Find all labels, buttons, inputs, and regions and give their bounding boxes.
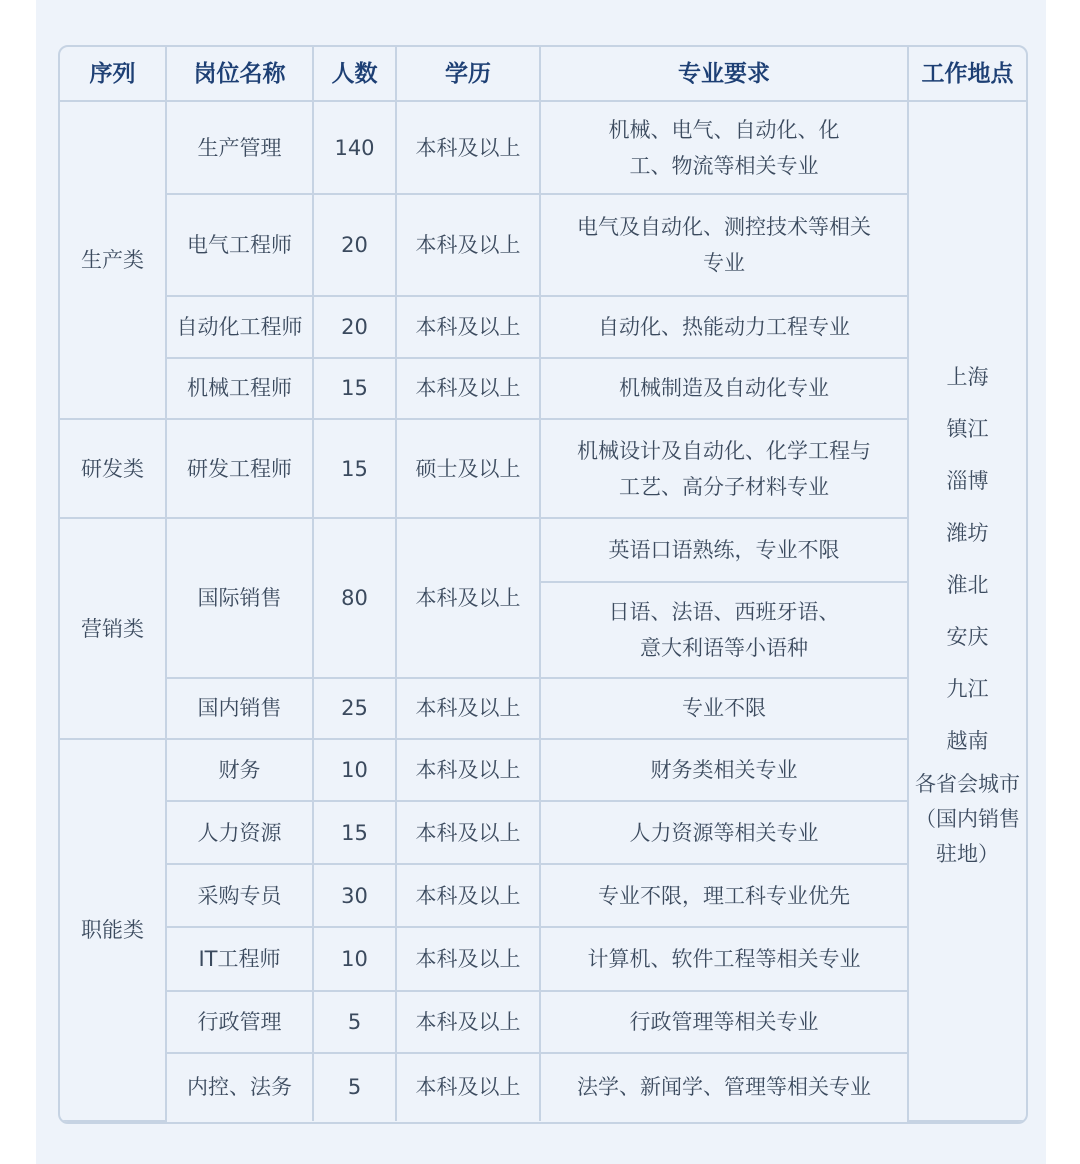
category-cell: 研发类 bbox=[60, 419, 166, 518]
position-cell: 生产管理 bbox=[166, 101, 313, 194]
major-cell: 行政管理等相关专业 bbox=[540, 991, 908, 1053]
major-cell: 专业不限 bbox=[540, 678, 908, 739]
table-row bbox=[60, 101, 1026, 194]
position-cell: 财务 bbox=[166, 739, 313, 801]
table-row bbox=[60, 927, 1026, 990]
education-cell: 本科及以上 bbox=[396, 801, 540, 864]
table-row bbox=[60, 801, 1026, 864]
recruitment-table bbox=[58, 45, 1028, 1124]
page-background bbox=[36, 0, 1046, 1164]
major-cell: 英语口语熟练，专业不限 bbox=[540, 518, 908, 582]
education-cell: 本科及以上 bbox=[396, 296, 540, 358]
position-cell: 机械工程师 bbox=[166, 358, 313, 419]
position-cell: 自动化工程师 bbox=[166, 296, 313, 358]
education-cell: 本科及以上 bbox=[396, 739, 540, 801]
count-cell: 15 bbox=[313, 358, 396, 419]
category-cell: 营销类 bbox=[60, 518, 166, 739]
education-cell: 本科及以上 bbox=[396, 864, 540, 927]
table-row bbox=[60, 419, 1026, 518]
header-category: 序列 bbox=[60, 47, 166, 101]
location-cell bbox=[908, 101, 1026, 1121]
count-cell: 15 bbox=[313, 801, 396, 864]
education-cell: 硕士及以上 bbox=[396, 419, 540, 518]
table-row bbox=[60, 678, 1026, 739]
position-cell: 国内销售 bbox=[166, 678, 313, 739]
location-item: 上海 bbox=[946, 364, 989, 389]
major-cell: 计算机、软件工程等相关专业 bbox=[540, 927, 908, 990]
header-row bbox=[60, 47, 1026, 101]
count-cell: 10 bbox=[313, 927, 396, 990]
table-row bbox=[60, 296, 1026, 358]
count-cell: 5 bbox=[313, 991, 396, 1053]
education-cell: 本科及以上 bbox=[396, 194, 540, 295]
position-cell: 研发工程师 bbox=[166, 419, 313, 518]
count-cell: 5 bbox=[313, 1053, 396, 1121]
location-item: 淄博 bbox=[946, 468, 989, 493]
location-note: 各省会城市（国内销售驻地） bbox=[915, 771, 1020, 866]
major-cell: 专业不限，理工科专业优先 bbox=[540, 864, 908, 927]
header-location: 工作地点 bbox=[908, 47, 1026, 101]
category-cell: 生产类 bbox=[60, 101, 166, 419]
education-cell: 本科及以上 bbox=[396, 1053, 540, 1121]
position-cell: 人力资源 bbox=[166, 801, 313, 864]
position-cell: IT工程师 bbox=[166, 927, 313, 990]
header-count: 人数 bbox=[313, 47, 396, 101]
position-cell: 电气工程师 bbox=[166, 194, 313, 295]
education-cell: 本科及以上 bbox=[396, 927, 540, 990]
education-cell: 本科及以上 bbox=[396, 358, 540, 419]
count-cell: 20 bbox=[313, 296, 396, 358]
table-row bbox=[60, 194, 1026, 295]
major-cell: 自动化、热能动力工程专业 bbox=[540, 296, 908, 358]
location-item: 越南 bbox=[946, 728, 989, 753]
major-cell: 机械制造及自动化专业 bbox=[540, 358, 908, 419]
count-cell: 10 bbox=[313, 739, 396, 801]
major-cell: 人力资源等相关专业 bbox=[540, 801, 908, 864]
major-cell: 财务类相关专业 bbox=[540, 739, 908, 801]
position-cell: 国际销售 bbox=[166, 518, 313, 677]
table-row bbox=[60, 991, 1026, 1053]
header-position: 岗位名称 bbox=[166, 47, 313, 101]
major-cell: 机械、电气、自动化、化工、物流等相关专业 bbox=[540, 101, 908, 194]
table-row bbox=[60, 864, 1026, 927]
position-cell: 行政管理 bbox=[166, 991, 313, 1053]
position-cell: 内控、法务 bbox=[166, 1053, 313, 1121]
count-cell: 20 bbox=[313, 194, 396, 295]
major-cell: 机械设计及自动化、化学工程与工艺、高分子材料专业 bbox=[540, 419, 908, 518]
location-item: 淮北 bbox=[946, 572, 989, 597]
header-major: 专业要求 bbox=[540, 47, 908, 101]
location-item: 潍坊 bbox=[946, 520, 989, 545]
education-cell: 本科及以上 bbox=[396, 991, 540, 1053]
position-cell: 采购专员 bbox=[166, 864, 313, 927]
table-row bbox=[60, 358, 1026, 419]
major-cell: 法学、新闻学、管理等相关专业 bbox=[540, 1053, 908, 1121]
category-cell: 职能类 bbox=[60, 739, 166, 1121]
location-item: 九江 bbox=[946, 676, 989, 701]
count-cell: 25 bbox=[313, 678, 396, 739]
count-cell: 80 bbox=[313, 518, 396, 677]
table-row bbox=[60, 739, 1026, 801]
major-cell: 电气及自动化、测控技术等相关专业 bbox=[540, 194, 908, 295]
major-cell: 日语、法语、西班牙语、意大利语等小语种 bbox=[540, 582, 908, 677]
location-item: 安庆 bbox=[946, 624, 989, 649]
table-row bbox=[60, 1053, 1026, 1121]
count-cell: 30 bbox=[313, 864, 396, 927]
count-cell: 15 bbox=[313, 419, 396, 518]
location-item: 镇江 bbox=[946, 416, 989, 441]
header-education: 学历 bbox=[396, 47, 540, 101]
count-cell: 140 bbox=[313, 101, 396, 194]
education-cell: 本科及以上 bbox=[396, 518, 540, 677]
table-row bbox=[60, 518, 1026, 582]
education-cell: 本科及以上 bbox=[396, 101, 540, 194]
education-cell: 本科及以上 bbox=[396, 678, 540, 739]
